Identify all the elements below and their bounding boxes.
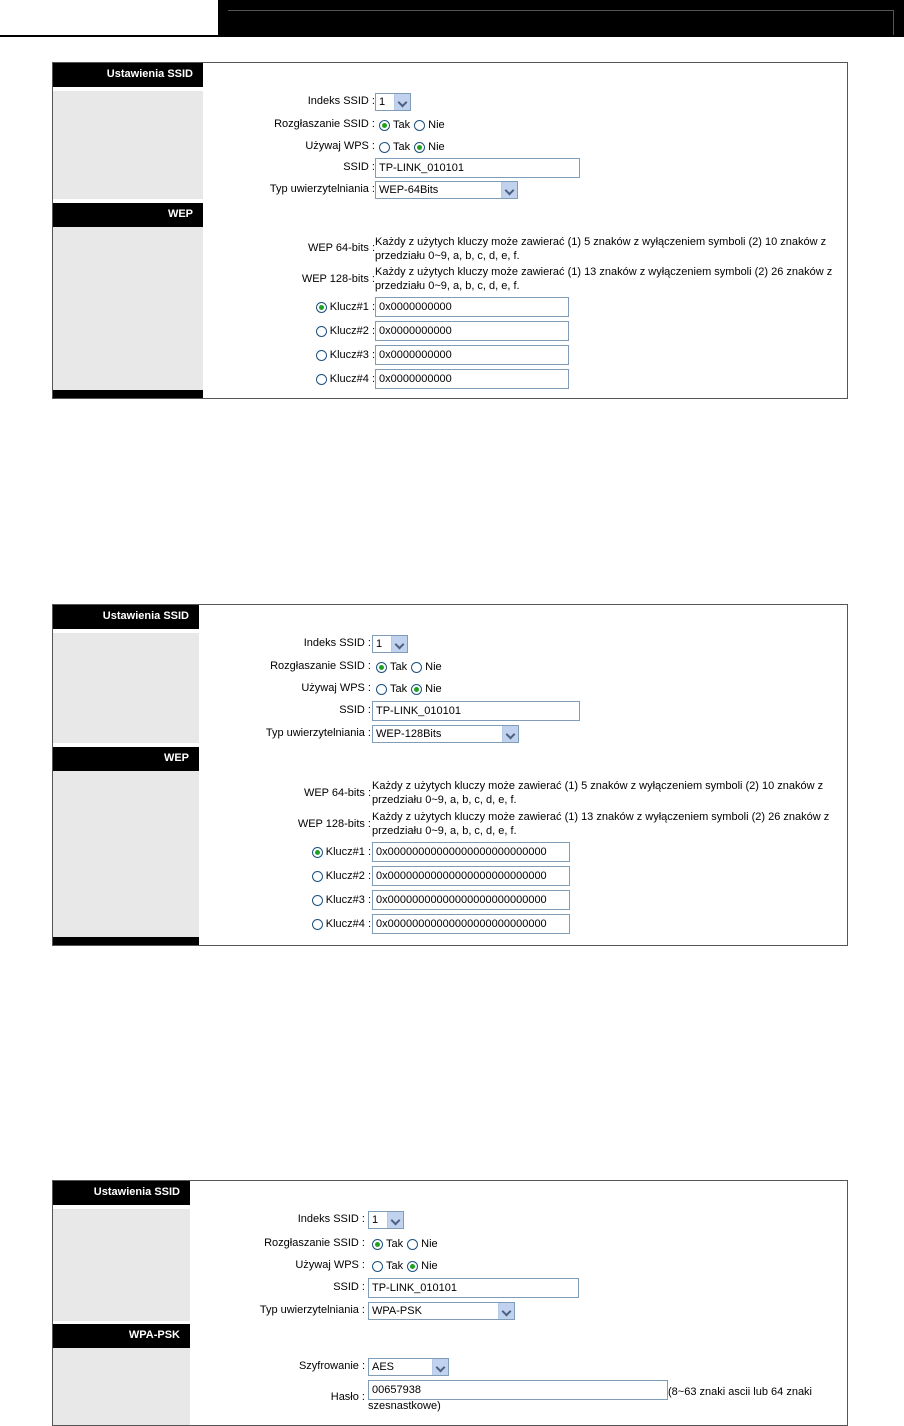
- cipher-select[interactable]: AES: [368, 1358, 449, 1376]
- ssid-label: SSID :: [343, 161, 375, 173]
- section-title: WEP: [53, 203, 203, 227]
- chevron-down-icon: [432, 1359, 448, 1375]
- wps-label: Używaj WPS :: [301, 682, 371, 694]
- key1-radio[interactable]: [312, 847, 323, 858]
- broadcast-label: Rozgłaszanie SSID :: [270, 660, 371, 672]
- key1-input[interactable]: 0x00000000000000000000000000: [372, 842, 570, 862]
- key2-input[interactable]: 0x00000000000000000000000000: [372, 866, 570, 886]
- wep64-panel: Ustawienia SSID Indeks SSID : 1 Rozgłaszanie SSID : Tak Nie Używaj WPS : Tak Nie SSID : TP-LINK_010101 Typ uwierzytelniania : WEP-64Bits WEP WEP 64-bits : Każdy z użytych kluczy może zawierać (1) 5 znaków z wyłączeniem symboli (2) 10 znaków z przedziału 0~9, a, b, c, d, e, f. WEP 128-bits : Każdy z użytych kluczy może zawierać (1) 13 znaków z wyłączeniem symboli (2) 26 znaków z przedziału 0~9, a, b, c, d, e, f. Klucz#1 : 0x0000000000 Klucz#2 : 0x0000000000 Klucz#3 : 0x0000000000 Klucz#4 : 0x0000000000: [52, 62, 848, 399]
- header-line: [0, 35, 904, 37]
- ssid-index-label: Indeks SSID :: [307, 95, 375, 107]
- ssid-input[interactable]: TP-LINK_010101: [372, 701, 580, 721]
- wep128-description: Każdy z użytych kluczy może zawierać (1) 13 znaków z wyłączeniem symboli (2) 26 znaków z przedziału 0~9, a, b, c, d, e, f.: [372, 811, 830, 837]
- wps-no-radio[interactable]: [411, 684, 422, 695]
- chevron-down-icon: [501, 182, 517, 198]
- chevron-down-icon: [394, 94, 410, 110]
- key2-radio[interactable]: [316, 326, 327, 337]
- wep128-description: Każdy z użytych kluczy może zawierać (1) 13 znaków z wyłączeniem symboli (2) 26 znaków z przedziału 0~9, a, b, c, d, e, f.: [375, 266, 833, 292]
- key2-input[interactable]: 0x0000000000: [375, 321, 569, 341]
- broadcast-no-radio[interactable]: [414, 120, 425, 131]
- chevron-down-icon: [498, 1303, 514, 1319]
- wep64-label: WEP 64-bits :: [303, 787, 371, 799]
- password-label: Hasło :: [330, 1391, 365, 1403]
- broadcast-no-radio[interactable]: [411, 662, 422, 673]
- ssid-label: SSID :: [333, 1281, 365, 1293]
- wps-yes-radio[interactable]: [379, 142, 390, 153]
- ssid-label: SSID :: [339, 704, 371, 716]
- ssid-index-select[interactable]: 1: [372, 635, 408, 653]
- broadcast-label: Rozgłaszanie SSID :: [274, 118, 375, 130]
- key4-radio[interactable]: [316, 374, 327, 385]
- wps-no-radio[interactable]: [407, 1261, 418, 1272]
- wep128-label: WEP 128-bits :: [301, 273, 375, 285]
- broadcast-yes-radio[interactable]: [379, 120, 390, 131]
- header-bar: [218, 0, 904, 37]
- wpa-psk-panel: Ustawienia SSID Indeks SSID : 1 Rozgłaszanie SSID : Tak Nie Używaj WPS : Tak Nie SSID : TP-LINK_010101 Typ uwierzytelniania : WPA-PSK WPA-PSK Szyfrowanie : AES Hasło : 00657938 (8~63 znaki ascii lub 64 znaki szesnastkowe): [52, 1180, 848, 1426]
- ssid-index-select[interactable]: 1: [375, 93, 411, 111]
- key1-radio[interactable]: [316, 302, 327, 313]
- key2-radio[interactable]: [312, 871, 323, 882]
- section-title: Ustawienia SSID: [53, 1181, 190, 1205]
- chevron-down-icon: [391, 636, 407, 652]
- key1-input[interactable]: 0x0000000000: [375, 297, 569, 317]
- key3-input[interactable]: 0x0000000000: [375, 345, 569, 365]
- broadcast-yes-radio[interactable]: [372, 1239, 383, 1250]
- ssid-input[interactable]: TP-LINK_010101: [375, 158, 580, 178]
- wep64-description: Każdy z użytych kluczy może zawierać (1) 5 znaków z wyłączeniem symboli (2) 10 znaków z przedziału 0~9, a, b, c, d, e, f.: [375, 236, 827, 262]
- section-title: WEP: [53, 747, 199, 771]
- wep128-label: WEP 128-bits :: [297, 818, 371, 830]
- key3-input[interactable]: 0x00000000000000000000000000: [372, 890, 570, 910]
- wep128-panel: Ustawienia SSID Indeks SSID : 1 Rozgłaszanie SSID : Tak Nie Używaj WPS : Tak Nie SSID : TP-LINK_010101 Typ uwierzytelniania : WEP-128Bits WEP WEP 64-bits : Każdy z użytych kluczy może zawierać (1) 5 znaków z wyłączeniem symboli (2) 10 znaków z przedziału 0~9, a, b, c, d, e, f. WEP 128-bits : Każdy z użytych kluczy może zawierać (1) 13 znaków z wyłączeniem symboli (2) 26 znaków z przedziału 0~9, a, b, c, d, e, f. Klucz#1 : 0x00000000000000000000000000 Klucz#2 : 0x00000000000000000000000000 Klucz#3 : 0x00000000000000000000000000 Klucz#4 : 0x00000000000000000000000000: [52, 604, 848, 946]
- ssid-input[interactable]: TP-LINK_010101: [368, 1278, 579, 1298]
- cipher-label: Szyfrowanie :: [298, 1360, 365, 1372]
- wps-label: Używaj WPS :: [305, 140, 375, 152]
- chevron-down-icon: [502, 726, 518, 742]
- wps-no-radio[interactable]: [414, 142, 425, 153]
- wep64-description: Każdy z użytych kluczy może zawierać (1) 5 znaków z wyłączeniem symboli (2) 10 znaków z przedziału 0~9, a, b, c, d, e, f.: [372, 780, 824, 806]
- key4-radio[interactable]: [312, 919, 323, 930]
- chevron-down-icon: [387, 1212, 403, 1228]
- ssid-index-select[interactable]: 1: [368, 1211, 404, 1229]
- broadcast-label: Rozgłaszanie SSID :: [264, 1237, 365, 1249]
- auth-type-select[interactable]: WPA-PSK: [368, 1302, 515, 1320]
- section-title: WPA-PSK: [53, 1324, 190, 1348]
- wep64-label: WEP 64-bits :: [307, 242, 375, 254]
- section-title: Ustawienia SSID: [53, 605, 199, 629]
- broadcast-yes-radio[interactable]: [376, 662, 387, 673]
- key4-input[interactable]: 0x0000000000: [375, 369, 569, 389]
- key3-radio[interactable]: [316, 350, 327, 361]
- broadcast-no-radio[interactable]: [407, 1239, 418, 1250]
- password-input[interactable]: 00657938: [368, 1380, 668, 1400]
- password-hint: (8~63 znaki ascii lub 64 znaki szesnastkowe): [368, 1386, 812, 1412]
- wps-label: Używaj WPS :: [295, 1259, 365, 1271]
- auth-type-label: Typ uwierzytelniania :: [269, 183, 375, 195]
- auth-type-select[interactable]: WEP-64Bits: [375, 181, 518, 199]
- section-title: Ustawienia SSID: [53, 63, 203, 87]
- auth-type-select[interactable]: WEP-128Bits: [372, 725, 519, 743]
- wps-yes-radio[interactable]: [372, 1261, 383, 1272]
- auth-type-label: Typ uwierzytelniania :: [259, 1304, 365, 1316]
- ssid-index-label: Indeks SSID :: [297, 1213, 365, 1225]
- wps-yes-radio[interactable]: [376, 684, 387, 695]
- key4-input[interactable]: 0x00000000000000000000000000: [372, 914, 570, 934]
- ssid-index-label: Indeks SSID :: [303, 637, 371, 649]
- auth-type-label: Typ uwierzytelniania :: [265, 727, 371, 739]
- key3-radio[interactable]: [312, 895, 323, 906]
